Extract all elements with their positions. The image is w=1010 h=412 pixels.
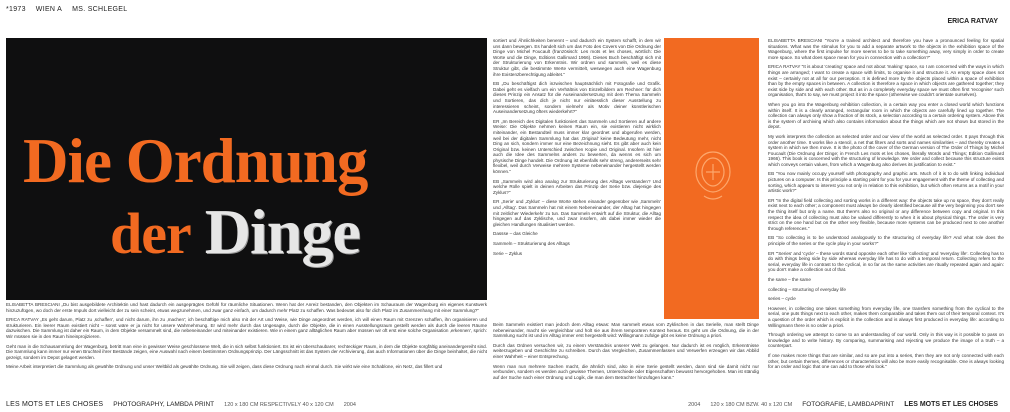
paragraph: Geht man in die Schausammlung der Wagenburg, betritt man eine in gewisser Weise geschlossene Welt, die in sich selbst funktioniert. Es ist ein überschaubarer, rechteckiger Raum, in dem die Objekte sorgfältig aneinandergereiht sind. Die Sammlung kann immer nur einen Bruchteil ihrer Bestände zeigen, eine Auswahl nach einem bestimmten Ordnungsprinzip. Der Längsschnitt ist das System der Archivierung, das auch Informationen über die Dinge beinhaltet, die nicht gezeigt, sondern im Depot gelagert werden. [6,343,487,360]
orange-artwork-panel [664,38,759,319]
caption-medium: PHOTOGRAPHY, LAMBDA PRINT [113,401,215,408]
paragraph: Serie – Zyklus [493,250,523,256]
paragraph: EB "So collecting is to be understood analogously to the structuring of everyday life? And what role does the principle of the series or the cycle play in your works?" [768,235,1004,246]
header-city: WIEN A [35,6,63,13]
page-header-left [6,6,127,13]
paragraph: EB „Du beschäftigst dich inzwischen hauptsächlich mit Fotografie und Grafik. Dabei geht es vielfach um ein Verhältnis von Einzelbildern am Rechner: für dich dieses Prinzip ein Ansatz für die Auseinandersetzung mit dem Thema Sammeln und Sortieren, das dich je nicht nur einläesslich dieser Ausstellung zu interessieren scheint, sondern vielmehr als Motiv deiner künstlerischen Auseinandersetzung öfters wiederkehrt?" [493,81,661,115]
artwork-title-line1: Die Ordnung [23,126,368,196]
text-column-german-lower [6,302,487,406]
paragraph: ER "'Series' and 'cycle' – these words stand opposite each other like 'collecting' and 'everyday life'. Collecting has to do with things being side by side whereas everyday life has to do with a temporal return. Collecting refers to the serial, everyday life in contrast to the cyclical, in so far as the same activities are ritually repeated again and again: you don't make a collection out of that. [768,250,1004,273]
paragraph: Through ordering we attempt to come to an understanding of our world. Only in this way is it possible to pass on knowledge and to write history. By comparing, summarising and rejecting we produce the image of a truth – a counterpart. [768,332,1004,349]
paragraph: However, in collecting one takes something from everyday life, one transfers something from the cyclical to the serial, one puts things next to each other, makes them comparable and takes them out of their temporal context. It's a question of the order which is explicit in the collection and is always first produced in everyday life: according to Willingmann there is no order a priori. [768,305,1004,328]
header-author: ERICA RATVAY [947,18,998,25]
caption-year: 2004 [343,402,356,408]
paragraph: ELISABETTA BRESCIANI "You're a trained architect and therefore you have a pronounced feeling for spatial situations. What was the stimulus for you to add a separate artwork to the objects in the exhibition space of the Wagenburg, where the first impulse for more seems to be to take something away, very simply in order to create more space. So what does space mean for you in connection with a collection?" [768,38,1004,60]
caption-right [688,401,998,408]
paragraph: collecting – structuring of everyday life [768,286,846,292]
artwork-title-dinge: Dinge [204,196,360,267]
caption-title: LES MOTS ET LES CHOSES [6,401,104,408]
text-column-english [768,38,1004,392]
caption-size: 120 x 180 CM RESPECTIVELY 40 x 120 CM [224,402,334,408]
paragraph: EB „Sammeln wird also analog zur Strukturierung des Alltags verstanden? Und welche Rolle spielt in deinen Arbeiten das Prinzip der Serie bzw. diejenige des Zyklus?" [493,178,661,195]
artwork-title-line2 [110,196,360,267]
caption-title: LES MOTS ET LES CHOSES [904,401,998,408]
caption-left [6,401,356,408]
paragraph: Meine Arbeit interpretiert die Sammlung als gewählte Ordnung und unser Weltbild als gewählte Ordnung. Sie will zeigen, dass diese Ordnung nach einmal durch. Sie wirkt wie eine Schablone, ein Netz, das fillert und [6,364,443,370]
paragraph: series – cycle [768,296,796,302]
paragraph: sortiert und Ähnlichkeiten benennt – und dadurch ein System schafft, in dem wir uns dann bewegen. Es handelt sich um das Foto des Covers von Die Ordnung der Dinge von Michel Foucault (französisch: Les mots et les choses, wörtlich: Die Worte und die Dinge, Editions Gallimard 1966). Dieses Buch beschäftigt sich mit der Strukturierung von Erkenntnis. Wir ordnen und sammeln, weil es diese Struktur gibt, die bestimmte Werte vermittelt, weswegen auch eine Wagenburg ihre Existenzberechtigung ableitet." [493,38,661,77]
caption-year: 2004 [688,402,701,408]
paragraph: ERICA RATVAY „Es geht darum, Platz zu ‚schaffen', und nicht darum, ihn zu ‚machen'; ich beschäftige mich also mit der Art und Weise, wie Dinge angeordnet werden, ich will einen Raum mit Grenzen schaffen, ihn organisieren und strukturieren. Ein leerer Raum existiert nicht – sonst wäre er ja nicht für unsere Wahrnehmung. Er wird mehr durch das Ungesagte, durch die Objekte, die in einen Ausstellungsraum gestellt werden als durch die leeren Räume dazwischen. Die Sammlung ist daher ein Raum, in dem Objekte versammelt sind, die nebeneinander und miteinander existieren. Wie in einem ganz alltäglichen Raum aber müssen wir oft erst eine solche Organisation ‚erkennen', sprich: Wir müssen sie in den Raum hineinprojizieren. [6,317,487,339]
paragraph: ER "In the digital field collecting and sorting works in a different way: the objects take up no space, they don't really exist next to each other; a component must always be clearly identified because all the very beginning you don't see the thing itself but only a name. But there's also no original or any difference between copy and original. In this respect the idea of collecting must also be valued differently to when it is about physical things. The order is very strict on the one hand but on the other very flexible, because more systems can be produced next to one another through references." [768,197,1004,231]
caption-medium: FOTOGRAFIE, LAMBDAPRINT [802,401,895,408]
paragraph: Durch das Ordnen versuchen wir, zu einem Verständnis unserer Welt zu gelangen. Nur dadurch ist es möglich, Erkenntnisse weiterzugeben und Geschichte zu schreiben. Durch das Vergleichen, Zusammenfassen und Verwerfen erzeugen wir das Abbild einer Wahrheit – einer Entsprechung. [493,342,759,359]
paragraph: Sammeln – Strukturierung des Alltags [493,241,570,246]
paragraph: ERICA RATVAY "It is about 'creating' space and not about 'making' space, so I am concerned with the ways in which things are arranged; I want to create a space with limits, to organise it and structure it. An empty space does not exist – certainly not at all for our perception. It is defined more by the objects placed within a space of exhibition than by the empty spaces in between. A collection is therefore a space in which objects are gathered together; they exist side by side and with each other. But as in a completely everyday space we must often first 'recognise' such organisation, that's to say, we must project it into the space (otherwise we couldn't orientate ourselves). [768,64,1004,98]
text-column-german-middle [493,38,661,318]
paragraph: My work interprets the collection as selected order and our view of the world as selected order. It pays through this order another time. It works like a stencil, a net that filters and sorts and names similarities – and thereby creates a system in which we then move. It is the photo of the cover of the German version of The Order of Things by Michel Foucault (Die Ordnung der Dinge; in French Les mots et les choses, literally Words and Things; Edition Gallimard 1966). This book is concerned with the structuring of knowledge. We order and collect because this structure exists which conveys certain values, from which a Wagenburg also derives its justification to exist." [768,133,1004,167]
artwork-title-der: der [110,201,191,266]
ornament-icon [692,148,734,204]
paragraph: EB "You now mainly occupy yourself with photography and graphic arts. Much of it is to do with linking individual pictures on a computer. Is this principle a starting point for you for your engagement with the theme of collecting and sorting, which appears to interest you not only in relation to this exhibition, but which often returns as a motif in your artistic work?" [768,171,1004,194]
paragraph: ER „Im Bereich des Digitalen funktioniert das Sammeln und Sortieren auf andere Weise: Die Objekte nehmen keinen Raum ein, sie existieren nicht wirklich miteinander, ein Bestandteil muss immer klar geordnet und abgerufen werden, weil bei der digitalen Sammlung hat das ‚Original' keine Bedeutung mehr, nicht Ding an sich, sondern immer nur eine Bezeichnung sieht. Es gibt aber auch kein Original bzw. keinen Unterschied zwischen Kopie und Original. Insofern ist hier auch die Idee des Sammelns anders zu bewerten, da wenns es sich um physische Dinge handelt. Die Ordnung ist ebenfalls sehr streng, andererseits sehr flexibel, weil durch Verweise mehrere Systeme nebeneinander hergestellt werden können." [493,118,661,175]
paragraph: ER „Serie' und ‚Zyklus' – diese Worte stehen einander gegenüber wie ‚Sammeln' und ‚Alltag'. Das Sammeln hat mit einem Nebeneinander, der Alltag hat hingegen mit zeitlicher Wiederkehr zu tun. Das Sammeln entwirft auf die Struktur, die Alltag hingegen auf das Zyklische, und zwar insofern, als dabei immer wieder die gleichen Handlungen ritualisiert werden. [493,199,661,227]
header-year: *1973 [6,6,26,13]
paragraph: If one makes more things that are similar, and so are put into a series, then they are not only connected with each other, but certain themes, differences or characteristics will also be more easily recognisable. One is always looking for an order and logic that one can add to those who look." [768,352,1004,370]
caption-size: 120 x 180 CM BZW. 40 x 120 CM [710,402,793,408]
paragraph: ELISABETTA BRESCIANI „Du bist ausgebildete Architektin und hast dadurch ein ausgeprägtes Gefühl für räumliche Situationen. Wenn hat der Anreiz bestanden, den Objekten im Schauraum der Wagenburg ein eigenes Kunstwerk hinzuzufügen, wo doch der erste Impuls dort vielleicht der zu sein scheint, etwas wegzunehmen, und zwar ganz einfach, um dadurch mehr Platz zu schaffen. Was bedeutet also für dich Platz im Zusammenhang mit einer Sammlung?" [6,302,487,313]
paragraph: the same – the same [768,276,811,282]
text-column-german-bottom [493,322,759,406]
paragraph: When you go into the Wagenburg exhibition collection, in a certain way you enter a closed world which functions within itself. It is a clearly arranged, rectangular room in which the objects are carefully lined up together. The collection can always only show a fraction of its stock, a selection according to a certain ordering system. Above this is the system of archiving which also contains information about the things which are not shown but stored in the depot. [768,101,1004,130]
paragraph: Dassse – das Gleiche [493,231,538,237]
header-artist: MS. SCHLEGEL [72,6,128,13]
paragraph: Beim Sammeln existiert man jedoch dem Alltag etwas: Man sammelt etwas vom Zyklischen in das Serielle, man stellt Dinge nebeneinander, macht sie vergleichbar und holt sie aus ihrem temporären Kontext heraus. Es geht um die Ordnung, die in der Sammlung sucht ist und im Alltag immer erst hergestellt wird: Willingmann zufolge gibt es keine Ordnung a priori. [493,322,759,339]
paragraph: Wenn man nun mehrere Sachen macht, die ähnlich sind, also in eine Serie gestellt werden, dann sind sie damit nicht nur verbunden, sondern es werden auch gewisse Themen, Unterschiede oder Eigenschaften bewusst hervorgehoben. Man ist ständig auf der Suche nach einer Ordnung und Logik, die man dem Betrachter hinzufügen kann." [493,363,759,380]
artwork-image [6,38,487,300]
